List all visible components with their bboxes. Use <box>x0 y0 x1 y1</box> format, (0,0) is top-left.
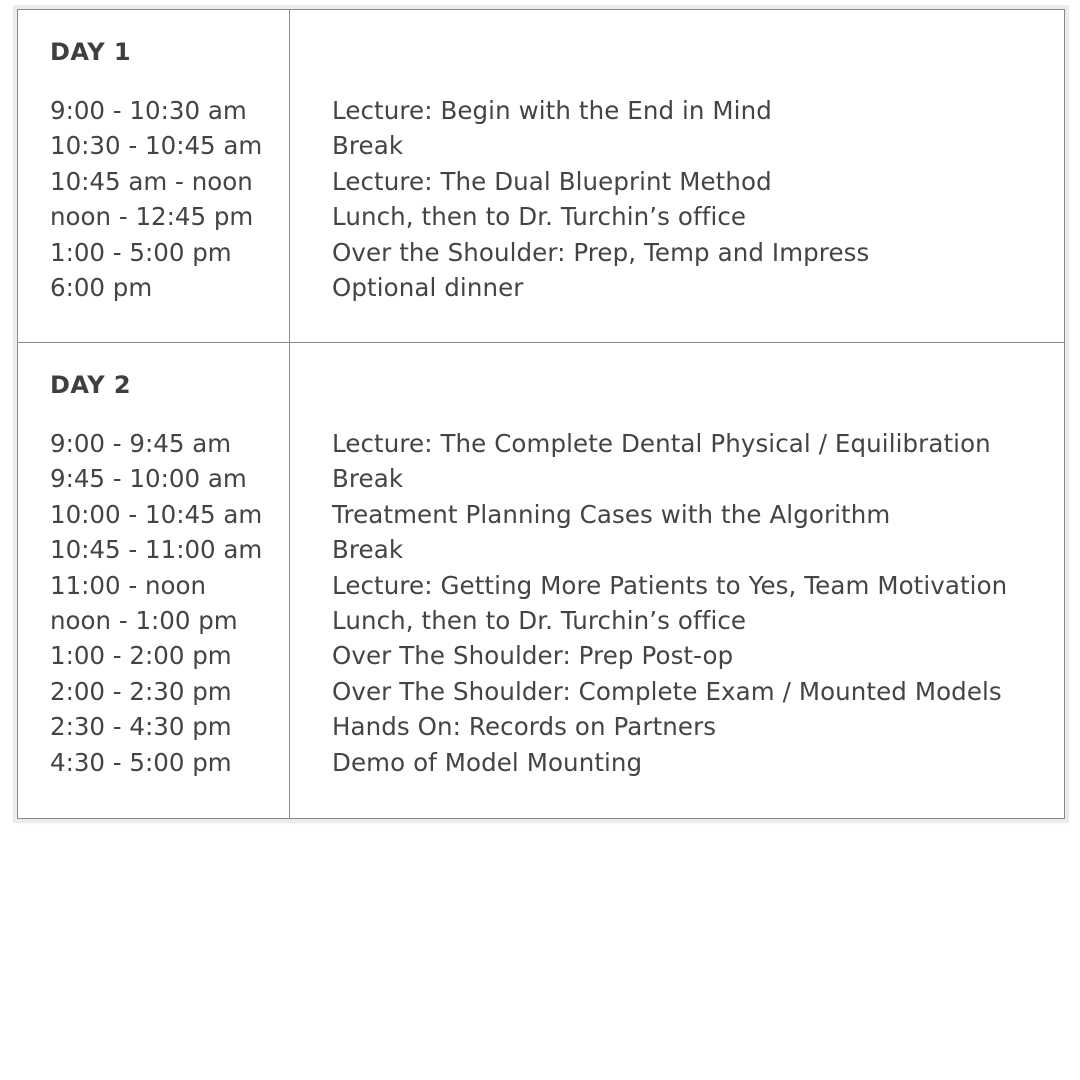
time-slot: 10:00 - 10:45 am <box>50 499 263 529</box>
schedule-row <box>18 235 1064 270</box>
schedule-row <box>18 461 1064 496</box>
time-slot: 10:45 am - noon <box>50 166 253 196</box>
activity: Lecture: The Complete Dental Physical / Equilibration <box>332 429 991 458</box>
time-slot: 2:30 - 4:30 pm <box>50 712 232 742</box>
time-slot: 10:30 - 10:45 am <box>50 131 263 161</box>
schedule-row <box>18 426 1064 461</box>
activity: Over The Shoulder: Complete Exam / Mounted Models <box>332 676 1002 706</box>
time-slot: noon - 12:45 pm <box>50 202 254 232</box>
activity: Over The Shoulder: Prep Post-op <box>332 641 734 671</box>
schedule-row <box>18 568 1064 603</box>
activity: Lunch, then to Dr. Turchin’s office <box>332 202 747 232</box>
schedule-row <box>18 638 1064 673</box>
schedule-row <box>18 532 1064 567</box>
activity: Break <box>332 131 404 161</box>
schedule-row <box>18 603 1064 638</box>
schedule-row <box>18 270 1064 305</box>
time-slot: 2:00 - 2:30 pm <box>50 676 232 706</box>
day-1-schedule-list <box>18 93 1064 305</box>
day-title: DAY 2 <box>50 371 132 399</box>
schedule-row <box>18 745 1064 780</box>
schedule-row <box>18 93 1064 128</box>
activity: Lecture: Begin with the End in Mind <box>332 96 772 125</box>
activity: Over the Shoulder: Prep, Temp and Impress <box>332 237 870 267</box>
schedule-table <box>17 9 1065 819</box>
activity: Demo of Model Mounting <box>332 747 643 777</box>
time-slot: noon - 1:00 pm <box>50 605 238 635</box>
day-title: DAY 1 <box>50 38 132 66</box>
activity: Lunch, then to Dr. Turchin’s office <box>332 605 747 635</box>
time-slot: 11:00 - noon <box>50 570 207 600</box>
day-1-section <box>18 10 1064 343</box>
time-slot: 6:00 pm <box>50 272 153 302</box>
schedule-row <box>18 674 1064 709</box>
time-slot: 10:45 - 11:00 am <box>50 535 263 565</box>
schedule-row <box>18 709 1064 744</box>
activity: Break <box>332 535 404 565</box>
day-2-schedule-list <box>18 426 1064 780</box>
schedule-row <box>18 128 1064 163</box>
time-slot: 9:00 - 9:45 am <box>50 429 232 458</box>
activity: Hands On: Records on Partners <box>332 712 717 742</box>
activity: Break <box>332 464 404 494</box>
activity: Lecture: Getting More Patients to Yes, Team Motivation <box>332 570 1008 600</box>
day-2-section <box>18 343 1064 818</box>
activity: Treatment Planning Cases with the Algorithm <box>332 499 891 529</box>
schedule-row <box>18 497 1064 532</box>
schedule-row <box>18 164 1064 199</box>
activity: Optional dinner <box>332 272 524 302</box>
time-slot: 9:00 - 10:30 am <box>50 96 247 125</box>
time-slot: 4:30 - 5:00 pm <box>50 747 232 777</box>
activity: Lecture: The Dual Blueprint Method <box>332 166 772 196</box>
time-slot: 1:00 - 5:00 pm <box>50 237 232 267</box>
time-slot: 1:00 - 2:00 pm <box>50 641 232 671</box>
time-slot: 9:45 - 10:00 am <box>50 464 247 494</box>
schedule-row <box>18 199 1064 234</box>
